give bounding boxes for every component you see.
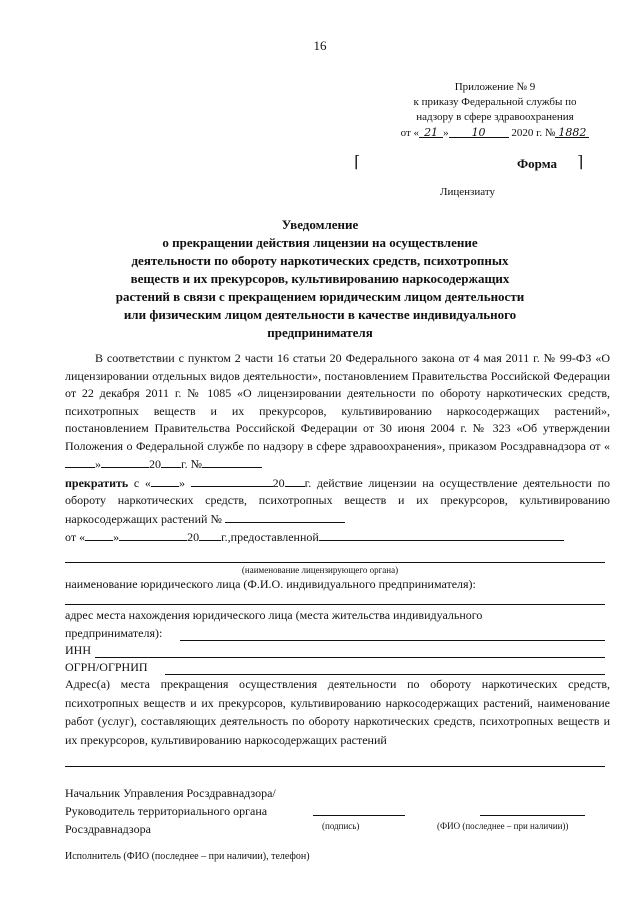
signature-line[interactable] bbox=[313, 815, 405, 816]
full-name-line[interactable] bbox=[480, 815, 585, 816]
terminate-from: с « bbox=[128, 475, 151, 490]
blank-licensing-body-field[interactable] bbox=[319, 528, 564, 541]
appendix-line-2: к приказу Федеральной службы по bbox=[413, 96, 577, 108]
issued-text: г.,предоставленной bbox=[221, 530, 319, 544]
blank-day-field[interactable] bbox=[65, 455, 95, 468]
page-number: 16 bbox=[313, 38, 327, 53]
appendix-line-1: Приложение № 9 bbox=[454, 81, 536, 93]
date-month: 10 bbox=[449, 125, 509, 138]
terminate-word: прекратить bbox=[65, 475, 129, 490]
form-label: Форма bbox=[517, 156, 557, 171]
order-number-label: г. № bbox=[181, 457, 203, 471]
order-number: 1882 bbox=[555, 125, 589, 138]
date-day: 21 bbox=[419, 125, 443, 138]
date-mid: » bbox=[443, 127, 449, 139]
title-line: предпринимателя bbox=[267, 325, 373, 340]
entity-name-label: наименование юридического лица (Ф.И.О. индивидуального предпринимателя): bbox=[65, 577, 476, 591]
appendix-block bbox=[380, 80, 610, 141]
blank-year-field[interactable] bbox=[199, 528, 221, 541]
date-prefix: от « bbox=[400, 127, 420, 139]
title-line: растений в связи с прекращением юридическим лицом деятельности bbox=[115, 289, 525, 304]
year-prefix: 20 bbox=[149, 457, 161, 471]
blank-order-number-field[interactable] bbox=[202, 455, 262, 468]
paragraph-issued bbox=[65, 528, 610, 547]
appendix-date bbox=[380, 125, 610, 141]
title-line: или физическим лицом деятельности в качестве индивидуального bbox=[123, 307, 517, 322]
address-label-2: предпринимателя): bbox=[65, 626, 163, 640]
blank-year-field[interactable] bbox=[285, 474, 305, 487]
blank-month-field[interactable] bbox=[101, 455, 149, 468]
appendix-line-3: надзору в сфере здравоохранения bbox=[416, 111, 574, 123]
year-prefix: 20 bbox=[272, 475, 285, 490]
blank-year-field[interactable] bbox=[161, 455, 181, 468]
terminate-text: г. действие лицензии на осуществление деятельности по обороту наркотических средств, психотропных веществ и их прекурсоров, культивированию наркосодержащих растений № bbox=[65, 475, 611, 526]
signatory-line-3: Росздравнадзора bbox=[65, 822, 151, 836]
blank-day-field[interactable] bbox=[85, 528, 113, 541]
licensing-body-caption: (наименование лицензирующего органа) bbox=[241, 565, 399, 575]
issued-from: от « bbox=[65, 530, 86, 544]
executor-label: Исполнитель (ФИО (последнее – при наличии), телефон) bbox=[65, 851, 310, 862]
licensee-label: Лицензиату bbox=[440, 186, 495, 198]
full-name-caption: (ФИО (последнее – при наличии)) bbox=[437, 821, 569, 831]
blank-month-field[interactable] bbox=[191, 474, 273, 487]
address-line[interactable] bbox=[180, 640, 605, 641]
licensing-body-line[interactable] bbox=[65, 562, 605, 563]
signatory-title bbox=[65, 784, 276, 838]
quote-close: » bbox=[95, 457, 101, 471]
title-line: о прекращении действия лицензии на осуществление bbox=[162, 235, 478, 250]
entity-name-line[interactable] bbox=[65, 604, 605, 605]
activity-address-text: Адрес(а) места прекращения осуществления деятельности по обороту наркотических средств, психотропных веществ и их прекурсоров, культивированию наркосодержащих растений, наименование работ (услуг), составляющих деятельность по обороту наркотических средств, психотропных веществ и их прекурсоров, культивированию наркосодержащих растений bbox=[65, 677, 610, 747]
inn-line[interactable] bbox=[95, 657, 605, 658]
title-line: веществ и их прекурсоров, культивированию наркосодержащих bbox=[130, 271, 510, 286]
address-label-1: адрес места нахождения юридического лица (места жительства индивидуального bbox=[65, 608, 483, 622]
document-body bbox=[65, 350, 610, 547]
document-title bbox=[40, 216, 600, 342]
activity-address-line[interactable] bbox=[65, 766, 605, 767]
blank-month-field[interactable] bbox=[119, 528, 187, 541]
paragraph-terminate bbox=[65, 474, 610, 529]
paragraph-legal-basis bbox=[65, 350, 610, 474]
signature-caption: (подпись) bbox=[322, 821, 360, 831]
inn-label: ИНН bbox=[65, 643, 91, 657]
signatory-line-2: Руководитель территориального органа bbox=[65, 804, 268, 818]
form-bracket-right: ⌉ bbox=[577, 154, 584, 171]
quote-close: » bbox=[178, 475, 185, 490]
year-prefix: 20 bbox=[187, 530, 200, 544]
ogrn-label: ОГРН/ОГРНИП bbox=[65, 660, 148, 674]
signatory-line-1: Начальник Управления Росздравнадзора/ bbox=[65, 786, 276, 800]
quote-close: » bbox=[113, 530, 120, 544]
blank-day-field[interactable] bbox=[151, 474, 179, 487]
blank-license-number-field[interactable] bbox=[225, 510, 345, 523]
date-year: 2020 г. № bbox=[511, 127, 556, 139]
title-line: Уведомление bbox=[281, 217, 359, 232]
title-line: деятельности по обороту наркотических средств, психотропных bbox=[131, 253, 509, 268]
form-bracket-left: ⌈ bbox=[354, 154, 361, 171]
legal-basis-text: В соответствии с пунктом 2 части 16 статьи 20 Федерального закона от 4 мая 2011 г. № 99-ФЗ «О лицензировании отдельных видов деятельности», постановлением Правительства Российской Федерации от 22 декабря 2011 г. № 1085 «О лицензировании деятельности по обороту наркотических средств, психотропных веществ и их прекурсоров, культивированию наркосодержащих растений», постановлением Правительства Российской Федерации от 30 июня 2004 г. № 323 «Об утверждении Положения о Федеральной службе по надзору в сфере здравоохранения», приказом Росздравнадзора от « bbox=[65, 351, 610, 453]
